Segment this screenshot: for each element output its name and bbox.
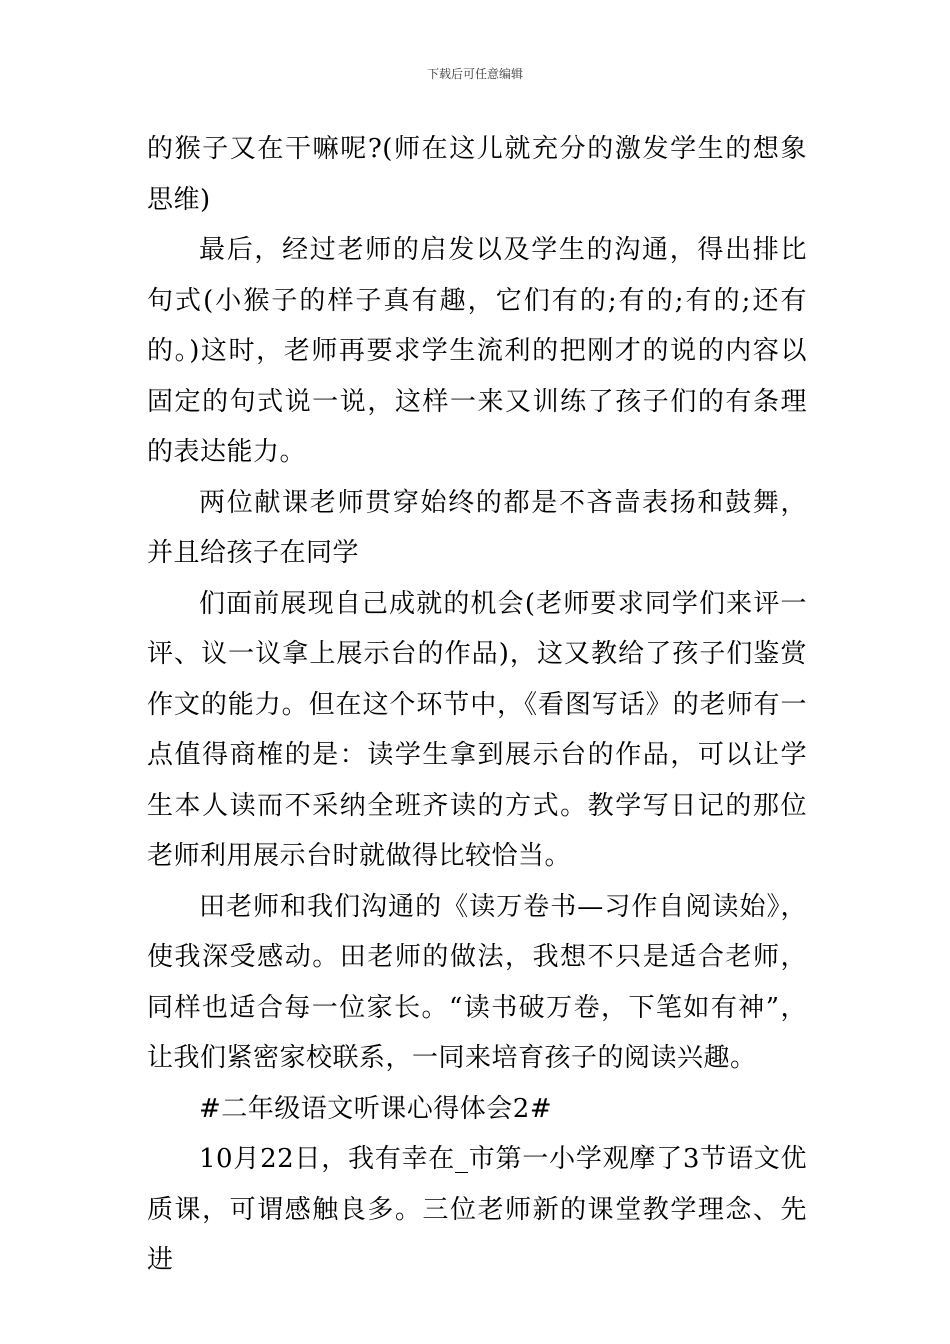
paragraph-6: 10月22日，我有幸在_市第一小学观摩了3节语文优质课，可谓感触良多。三位老师新的课堂教学理念、先进: [147, 1144, 807, 1275]
paragraph-2: 最后，经过老师的启发以及学生的沟通，得出排比句式(小猴子的样子真有趣，它们有的;有的;有的;还有的。)这时，老师再要求学生流利的把刚才的说的内容以固定的句式说一说，这样一来又训练了孩子们的有条理的表达能力。: [147, 235, 807, 467]
paragraph-4: 们面前展现自己成就的机会(老师要求同学们来评一评、议一议拿上展示台的作品)，这又教给了孩子们鉴赏作文的能力。但在这个环节中，《看图写话》的老师有一点值得商榷的是：读学生拿到展示台的作品，可以让学生本人读而不采纳全班齐读的方式。教学写日记的那位老师利用展示台时就做得比较恰当。: [147, 588, 807, 871]
paragraph-1: 的猴子又在干嘛呢?(师在这儿就充分的激发学生的想象思维): [147, 134, 807, 215]
page-header-note: 下载后可任意编辑: [426, 67, 523, 81]
paragraph-3: 两位献课老师贯穿始终的都是不吝啬表扬和鼓舞，并且给孩子在同学: [147, 487, 807, 568]
document-body: [147, 124, 807, 1286]
section-heading: #二年级语文听课心得体会2#: [199, 1093, 553, 1124]
paragraph-5: 田老师和我们沟通的《读万卷书—习作自阅读始》，使我深受感动。田老师的做法，我想不只是适合老师，同样也适合每一位家长。“读书破万卷，下笔如有神”，让我们紧密家校联系，一同来培育孩子的阅读兴趣。: [147, 891, 807, 1073]
